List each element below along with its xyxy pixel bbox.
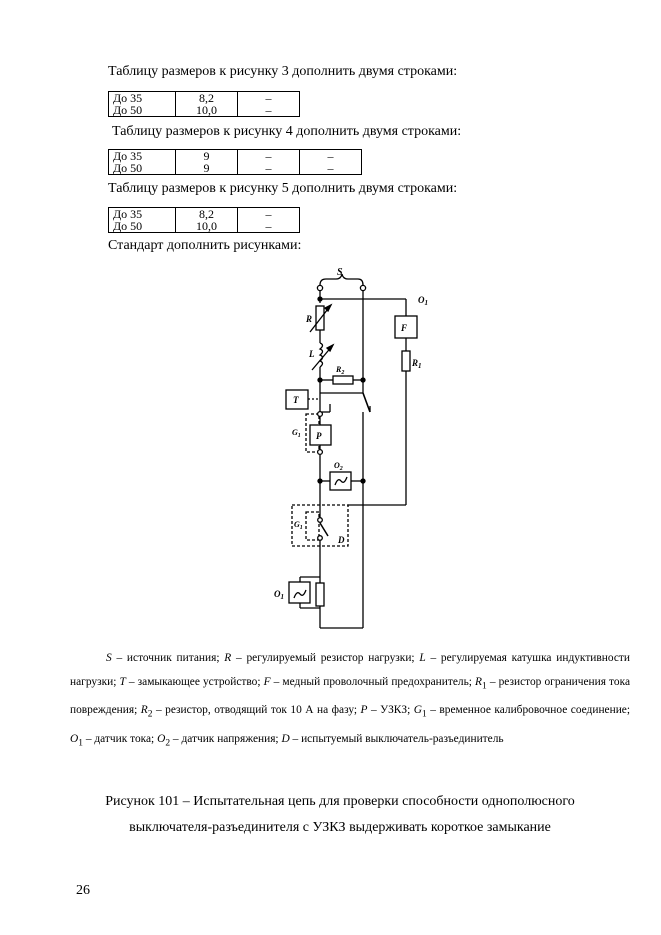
switch-contact-t [363,393,370,412]
label-r2: $R_2$ [336,365,345,376]
table-cell: – [300,162,362,175]
table-cell: До 35 [109,208,176,221]
table-cell: – [238,92,300,105]
terminal-left [317,285,322,290]
intro-table-4: Таблицу размеров к рисунку 4 дополнить двумя строками: [112,124,462,139]
figure-caption-line-2: выключателя-разъединителя с УЗКЗ выдерживать короткое замыкание [129,820,551,835]
terminal [318,536,323,541]
inductor-l [320,343,323,367]
resistor-r [316,306,324,330]
page-number: 26 [76,883,90,898]
calibration-g1-bottom [306,512,319,540]
table-cell: До 35 [109,92,176,105]
label-t: T [293,395,299,405]
label-s: S [337,267,343,278]
label-p: P [316,431,322,441]
table-cell: 8,2 [176,92,238,105]
label-o1-top: $O_1$ [418,295,428,307]
legend: S – источник питания; R – регулируемый резистор нагрузки; L – регулируемая катушка индуктивности нагрузки; T – замыкающее устройство; F – медный проволочный предохранитель; $R_1$ – резистор ограничения тока повреждения; $R_2$ – резистор, отводящий ток 10 А на фазу; P – УЗКЗ; $G_1$ – временное калибровочное соединение; $O_1$ – датчик тока; $O_2$ – датчик напряжения; D – испытуемый выключатель-разъединитель [70,652,631,748]
terminal [318,518,323,523]
resistor-load [316,583,324,606]
table-cell: До 50 [109,220,176,233]
label-f: F [401,323,408,333]
current-sensor-o1 [289,582,310,603]
label-r1: $R_1$ [412,358,422,370]
table-cell: До 35 [109,150,176,163]
node [361,479,365,483]
intro-table-5: Таблицу размеров к рисунку 5 дополнить двумя строками: [108,181,458,196]
label-d: D [338,535,345,545]
resistor-r2 [333,376,353,384]
label-l: L [309,349,315,359]
resistor-r1 [402,351,410,371]
label-g1-top: $G_1$ [292,428,301,439]
terminal [318,450,323,455]
label-o2: $O_2$ [334,461,343,472]
switch-contact-d [320,523,328,536]
terminal [318,412,323,417]
table-cell: 9 [176,162,238,175]
table-cell: 9 [176,150,238,163]
label-g1-bottom: $G_1$ [294,520,303,531]
label-r: R [306,314,313,324]
table-cell: 10,0 [176,220,238,233]
table-cell: – [238,220,300,233]
table-cell: – [300,150,362,163]
figure-caption-line-1: Рисунок 101 – Испытательная цепь для проверки способности однополюсного [105,794,575,809]
terminal-right [360,285,365,290]
table-cell: – [238,208,300,221]
intro-standard: Стандарт дополнить рисунками: [108,238,302,253]
table-cell: – [238,104,300,117]
node [361,378,365,382]
table-cell: До 50 [109,162,176,175]
table-cell: – [238,150,300,163]
label-o1-bottom: $O_1$ [274,589,284,601]
table-cell: – [238,162,300,175]
table-cell: 10,0 [176,104,238,117]
table-cell: До 50 [109,104,176,117]
table-cell: 8,2 [176,208,238,221]
intro-table-3: Таблицу размеров к рисунку 3 дополнить двумя строками: [108,64,458,79]
